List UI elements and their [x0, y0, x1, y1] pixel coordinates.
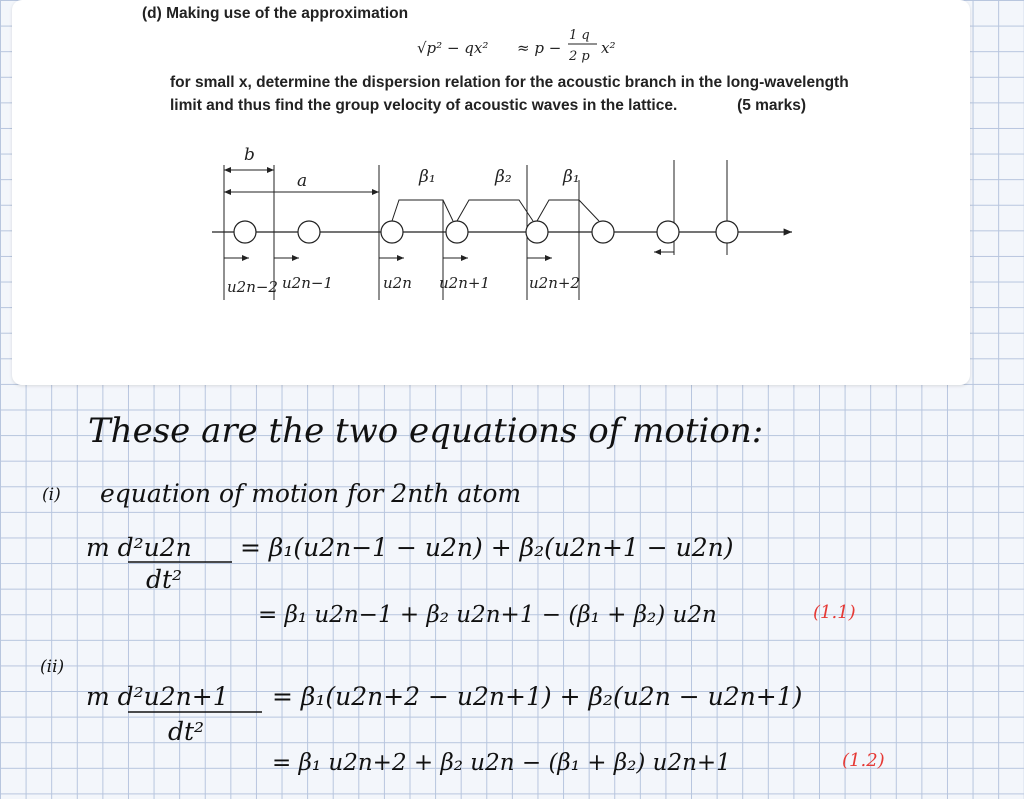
- label-u-2n-plus-1: u2n+1: [439, 274, 490, 292]
- label-u-2n-minus-1: u2n−1: [282, 274, 333, 292]
- question-card: [12, 0, 970, 385]
- question-line-1: for small x, determine the dispersion relation for the acoustic branch in the long-wavelength: [170, 74, 849, 91]
- springs: [392, 200, 599, 221]
- formula-tail: x²: [601, 39, 616, 57]
- label-b: b: [244, 145, 255, 165]
- eq1-tag: (1.1): [813, 602, 856, 623]
- lattice-diagram: [207, 140, 807, 320]
- notes-intro: These are the two equations of motion:: [88, 411, 764, 451]
- formula-fraction-denominator: 2 p: [569, 49, 590, 64]
- eq1-line2: = β₁ u2n−1 + β₂ u2n+1 − (β₁ + β₂) u2n: [258, 602, 717, 628]
- formula-approx: ≈ p −: [517, 39, 562, 57]
- question-line-2: limit and thus find the group velocity of acoustic waves in the lattice.: [170, 97, 678, 114]
- label-beta1-second: β₁: [563, 167, 580, 187]
- eq2-tag: (1.2): [842, 750, 885, 771]
- label-beta2: β₂: [495, 167, 512, 187]
- formula-lhs: √p² − qx²: [417, 39, 489, 57]
- marks-label: (5 marks): [737, 97, 806, 114]
- part2-label: (ii): [40, 657, 65, 677]
- label-u-2n-plus-2: u2n+2: [529, 274, 580, 292]
- eq2-rhs: = β₁(u2n+2 − u2n+1) + β₂(u2n − u2n+1): [272, 682, 803, 711]
- displacement-arrows: [224, 252, 674, 258]
- eq1-lhs-denominator: dt²: [146, 565, 183, 594]
- eq2-line2: = β₁ u2n+2 + β₂ u2n − (β₁ + β₂) u2n+1: [272, 750, 731, 776]
- label-u-2n: u2n: [383, 274, 412, 292]
- label-a: a: [297, 171, 308, 191]
- label-u-2n-minus-2: u2n−2: [227, 278, 278, 296]
- label-beta1: β₁: [419, 167, 436, 187]
- eq2-lhs-denominator: dt²: [168, 717, 205, 746]
- formula-fraction-numerator: 1 q: [569, 28, 590, 43]
- handwritten-notes: [0, 390, 1024, 799]
- eq2-lhs-numerator: m d²u2n+1: [86, 682, 229, 711]
- part1-title: equation of motion for 2nth atom: [100, 479, 522, 508]
- question-heading: (d) Making use of the approximation: [142, 5, 409, 22]
- part1-label: (i): [42, 485, 61, 505]
- eq1-rhs: = β₁(u2n−1 − u2n) + β₂(u2n+1 − u2n): [240, 533, 734, 562]
- approximation-formula: [417, 25, 637, 75]
- eq1-lhs-numerator: m d²u2n: [86, 533, 192, 562]
